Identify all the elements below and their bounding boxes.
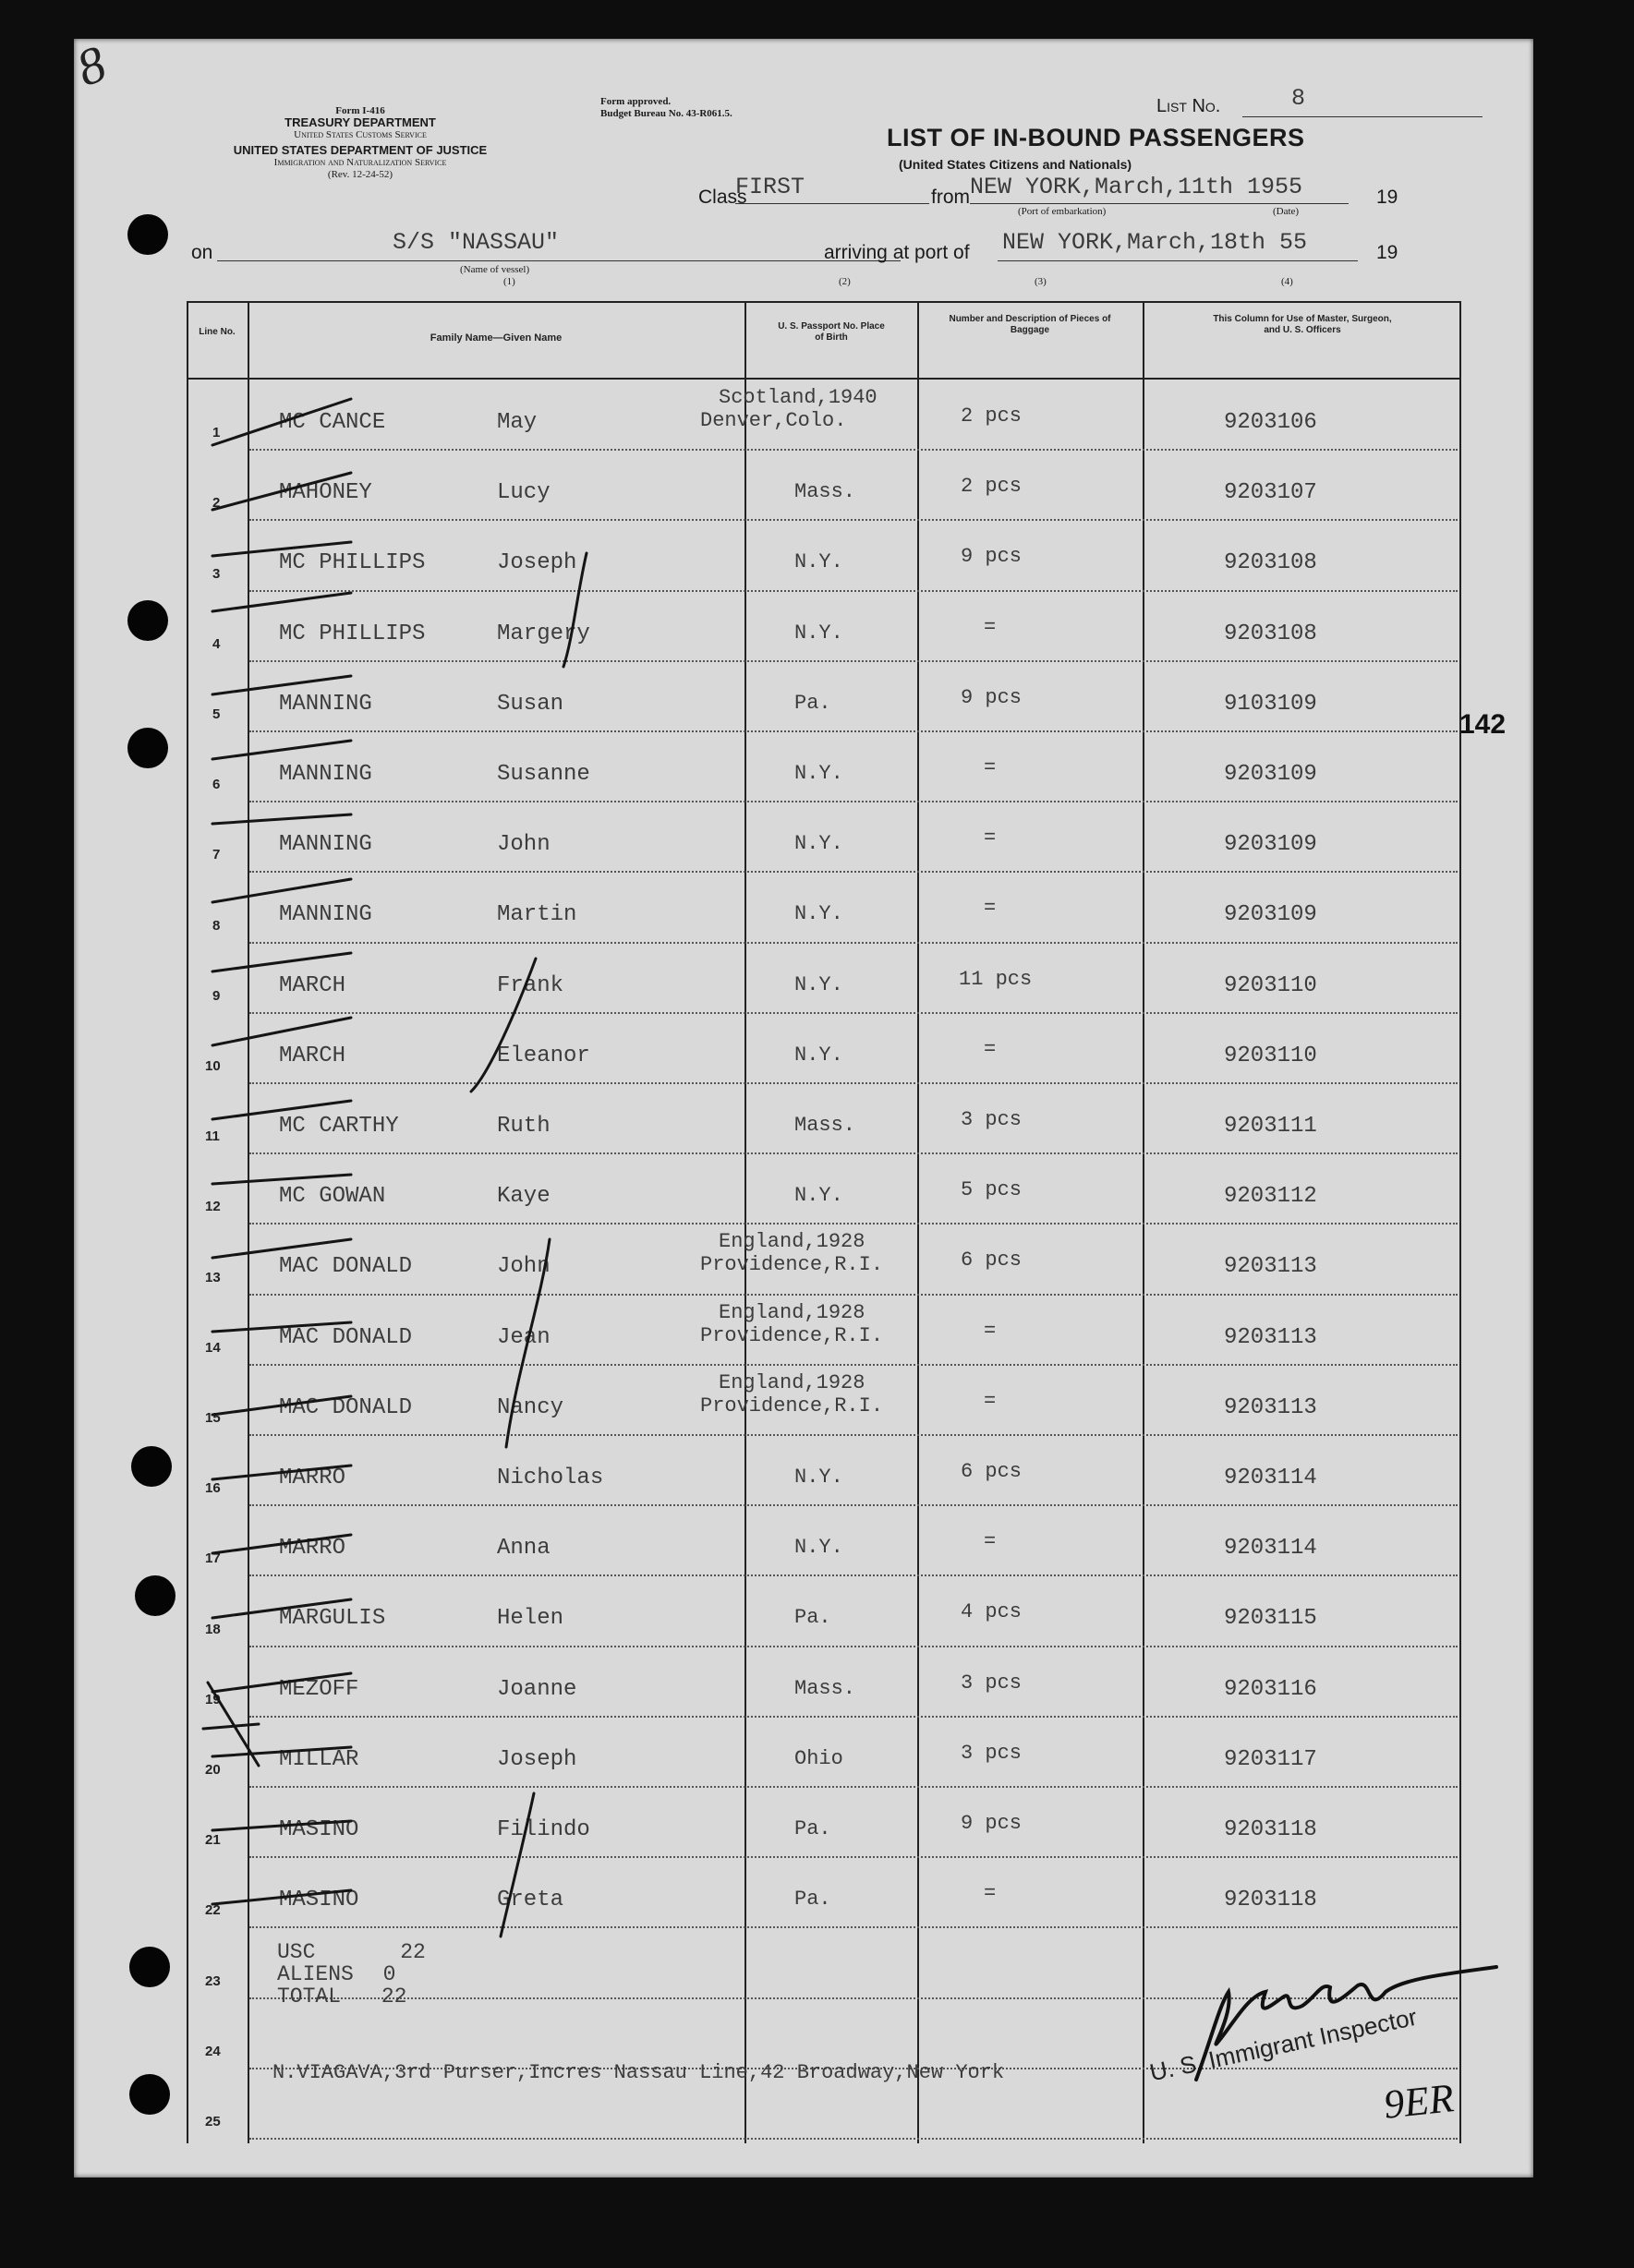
binder-hole [135, 1575, 176, 1616]
family-name: MC CANCE [279, 410, 386, 435]
given-name: John [497, 1254, 551, 1280]
baggage: = [984, 826, 997, 850]
document-title: LIST OF IN-BOUND PASSENGERS [887, 124, 1305, 151]
officer-reference: 9203113 [1224, 1324, 1317, 1350]
line-number: 2 [212, 495, 221, 512]
list-no-label: List No. [1156, 96, 1221, 116]
given-name: Frank [497, 972, 564, 998]
baggage: 9 pcs [961, 685, 1023, 709]
justice-heading: UNITED STATES DEPARTMENT OF JUSTICE [233, 143, 488, 157]
baggage: = [984, 756, 997, 779]
line-number: 6 [212, 777, 221, 793]
officer-reference: 9203109 [1224, 832, 1317, 858]
officer-reference: 9203108 [1224, 550, 1317, 576]
class-value: FIRST [735, 174, 805, 200]
birth-country-year: Scotland,1940 [719, 386, 878, 409]
family-name: MAHONEY [279, 480, 372, 506]
birth-place: N.Y. [794, 1466, 843, 1489]
birth-place: N.Y. [794, 972, 843, 996]
given-name: Kaye [497, 1184, 551, 1210]
birth-country-year: England,1928 [719, 1230, 865, 1254]
line-number: 21 [205, 1832, 221, 1849]
given-name: Helen [497, 1606, 564, 1632]
given-name: Eleanor [497, 1043, 590, 1068]
given-name: Nancy [497, 1394, 564, 1420]
baggage: 5 pcs [961, 1178, 1023, 1202]
birth-place: Providence,R.I. [700, 1393, 884, 1418]
officer-reference: 9203114 [1224, 1536, 1317, 1562]
col-index-4: (4) [1281, 276, 1293, 287]
customs-service: United States Customs Service [294, 129, 427, 140]
total-label: TOTAL [277, 1984, 342, 2009]
inspector-stamp: U. S. Immigrant Inspector [1147, 2002, 1420, 2087]
arriving-label: arriving at port of [824, 242, 970, 263]
given-name: Lucy [497, 480, 551, 506]
line-number: 3 [212, 565, 221, 582]
baggage: = [984, 1389, 997, 1413]
family-name: MAC DONALD [279, 1394, 413, 1420]
birth-place: N.Y. [794, 832, 843, 856]
line-number: 16 [205, 1480, 221, 1497]
family-name: MILLAR [279, 1746, 359, 1772]
officer-reference: 9203111 [1224, 1114, 1317, 1139]
list-no-value: 8 [1291, 85, 1306, 112]
col-index-3: (3) [1035, 276, 1047, 287]
line-number: 4 [212, 635, 221, 652]
family-name: MARCH [279, 1043, 346, 1068]
birth-place: Pa. [794, 1606, 831, 1630]
line-number: 11 [205, 1128, 220, 1145]
birth-place: N.Y. [794, 1043, 843, 1067]
ins-heading: Immigration and Naturalization Service [273, 157, 447, 168]
family-name: MARCH [279, 972, 346, 998]
officer-reference: 9203108 [1224, 621, 1317, 646]
birth-place: N.Y. [794, 621, 843, 645]
from-label: from [931, 187, 970, 208]
baggage: = [984, 897, 997, 921]
given-name: Martin [497, 902, 577, 928]
line-number: 10 [205, 1058, 221, 1074]
officer-reference: 9203117 [1224, 1746, 1317, 1772]
baggage: = [984, 1882, 997, 1906]
baggage: = [984, 1037, 997, 1061]
usc-count: 22 [400, 1940, 426, 1964]
family-name: MANNING [279, 691, 372, 717]
given-name: Nicholas [497, 1466, 604, 1490]
given-name: Joseph [497, 550, 577, 576]
col-index-2: (2) [839, 276, 851, 287]
family-name: MAC DONALD [279, 1324, 413, 1350]
birth-place: Pa. [794, 691, 831, 715]
birth-place: Mass. [794, 480, 856, 504]
line-number: 8 [212, 917, 221, 934]
line-number: 25 [205, 2114, 221, 2129]
given-name: Joanne [497, 1676, 577, 1702]
birth-country-year: England,1928 [719, 1370, 865, 1394]
birth-place: N.Y. [794, 1536, 843, 1560]
baggage: = [984, 615, 997, 639]
col-head-baggage: Number and Description of Pieces of Baggage [949, 314, 1111, 335]
document-subtitle: (United States Citizens and Nationals) [899, 157, 1132, 172]
port-embark-caption: (Port of embarkation) [1018, 206, 1107, 217]
line-number: 20 [205, 1762, 221, 1778]
date-caption: (Date) [1273, 206, 1300, 217]
total-count: 22 [381, 1984, 407, 2009]
binder-hole [129, 1947, 170, 1987]
col-index-1: (1) [503, 276, 515, 287]
line-number: 14 [205, 1339, 221, 1356]
line-number: 1 [212, 425, 221, 441]
birth-place: Denver,Colo. [700, 409, 847, 432]
officer-reference: 9203113 [1224, 1254, 1317, 1280]
baggage: = [984, 1530, 997, 1554]
family-name: MC CARTHY [279, 1114, 399, 1139]
col-head-name: Family Name—Given Name [430, 332, 563, 344]
officer-reference: 9103109 [1224, 691, 1317, 717]
line-number: 19 [205, 1691, 221, 1707]
binder-hole [127, 600, 168, 641]
family-name: MANNING [279, 902, 372, 928]
baggage: 4 pcs [961, 1600, 1023, 1624]
birth-country-year: England,1928 [719, 1300, 865, 1324]
arrival-port-date: NEW YORK,March,18th 55 [1002, 229, 1308, 256]
check-marks [74, 39, 1533, 2178]
birth-place: Ohio [794, 1746, 843, 1770]
family-name: MARGULIS [279, 1606, 386, 1632]
purser-line: N.VIAGAVA,3rd Purser,Incres Nassau Line,42 Broadway,New York [272, 2061, 1005, 2084]
officer-reference: 9203110 [1224, 972, 1317, 998]
revision-date: (Rev. 12-24-52) [327, 169, 393, 180]
vessel-name: S/S "NASSAU" [393, 229, 560, 256]
officer-reference: 9203107 [1224, 480, 1317, 506]
birth-place: Providence,R.I. [700, 1323, 884, 1347]
family-name: MARRO [279, 1466, 346, 1490]
baggage: 9 pcs [961, 1812, 1023, 1835]
aliens-count: 0 [382, 1962, 396, 1986]
officer-reference: 9203118 [1224, 1817, 1317, 1842]
baggage: 11 pcs [959, 967, 1033, 991]
year-label-1: 19 [1376, 187, 1398, 208]
treasury-heading: TREASURY DEPARTMENT [284, 115, 436, 129]
manifest-page [69, 35, 1533, 2178]
officer-reference: 9203106 [1224, 410, 1317, 435]
birth-place: N.Y. [794, 550, 843, 574]
col-head-officers: This Column for Use of Master, Surgeon, and U. S. Officers [1213, 314, 1392, 335]
line-number: 9 [212, 987, 221, 1004]
family-name: MARRO [279, 1536, 346, 1562]
family-name: MASINO [279, 1888, 359, 1913]
birth-place: Pa. [794, 1888, 831, 1912]
line-number: 17 [205, 1550, 221, 1567]
officer-reference: 9203112 [1224, 1184, 1317, 1210]
binder-hole [127, 214, 168, 255]
given-name: Anna [497, 1536, 551, 1562]
col-head-passport: U. S. Passport No. Place of Birth [778, 321, 885, 343]
birth-place: N.Y. [794, 762, 843, 785]
given-name: Jean [497, 1324, 551, 1350]
line-number: 5 [212, 706, 221, 722]
officer-reference: 9203113 [1224, 1394, 1317, 1420]
given-name: Susan [497, 691, 564, 717]
family-name: MANNING [279, 832, 372, 858]
line-number: 13 [205, 1269, 221, 1285]
given-name: John [497, 832, 551, 858]
birth-place: Providence,R.I. [700, 1253, 884, 1277]
handwritten-initials: 9ER [1381, 2075, 1457, 2128]
margin-number: 142 [1459, 709, 1507, 740]
baggage: 3 pcs [961, 1108, 1023, 1131]
col-head-line: Line No. [199, 327, 236, 337]
from-value: NEW YORK,March,11th 1955 [970, 174, 1303, 200]
line-number: 7 [212, 847, 221, 863]
family-name: MC PHILLIPS [279, 621, 426, 646]
year-label-2: 19 [1376, 242, 1398, 263]
officer-reference: 9203109 [1224, 902, 1317, 928]
baggage: 9 pcs [961, 545, 1023, 569]
budget-bureau: Budget Bureau No. 43-R061.5. [600, 108, 732, 119]
form-number: Form I-416 [335, 105, 385, 116]
form-approved: Form approved. [600, 96, 672, 107]
binder-hole [131, 1446, 172, 1487]
given-name: Joseph [497, 1746, 577, 1772]
baggage: = [984, 1319, 997, 1343]
birth-place: Mass. [794, 1114, 856, 1137]
birth-place: N.Y. [794, 1184, 843, 1208]
vessel-caption: (Name of vessel) [460, 264, 530, 275]
line-number: 12 [205, 1199, 221, 1215]
aliens-label: ALIENS [277, 1962, 354, 1986]
given-name: Susanne [497, 762, 590, 787]
family-name: MEZOFF [279, 1676, 359, 1702]
given-name: May [497, 410, 538, 435]
family-name: MAC DONALD [279, 1254, 413, 1280]
given-name: Greta [497, 1888, 564, 1913]
baggage: 3 pcs [961, 1671, 1023, 1695]
birth-place: Mass. [794, 1676, 856, 1700]
binder-hole [127, 728, 168, 768]
family-name: MASINO [279, 1817, 359, 1842]
class-label: Class [698, 187, 747, 208]
family-name: MC PHILLIPS [279, 550, 426, 576]
given-name: Ruth [497, 1114, 551, 1139]
birth-place: N.Y. [794, 902, 843, 926]
baggage: 2 pcs [961, 404, 1023, 428]
officer-reference: 9203116 [1224, 1676, 1317, 1702]
officer-reference: 9203118 [1224, 1888, 1317, 1913]
officer-reference: 9203114 [1224, 1466, 1317, 1490]
line-number: 23 [205, 1972, 221, 1989]
given-name: Filindo [497, 1817, 590, 1842]
given-name: Margery [497, 621, 590, 646]
usc-label: USC [277, 1940, 316, 1964]
binder-hole [129, 2074, 170, 2115]
officer-reference: 9203109 [1224, 762, 1317, 787]
officer-reference: 9203110 [1224, 1043, 1317, 1068]
baggage: 6 pcs [961, 1460, 1023, 1483]
line-number: 18 [205, 1621, 221, 1637]
officer-reference: 9203115 [1224, 1606, 1317, 1632]
line-number: 15 [205, 1410, 221, 1426]
line-number: 22 [205, 1902, 221, 1919]
baggage: 3 pcs [961, 1741, 1023, 1765]
family-name: MC GOWAN [279, 1184, 386, 1210]
on-label: on [191, 242, 213, 263]
family-name: MANNING [279, 762, 372, 787]
baggage: 6 pcs [961, 1249, 1023, 1273]
corner-handwritten-mark: 8 [69, 35, 114, 98]
baggage: 2 pcs [961, 475, 1023, 499]
line-number: 24 [205, 2043, 221, 2059]
birth-place: Pa. [794, 1817, 831, 1840]
